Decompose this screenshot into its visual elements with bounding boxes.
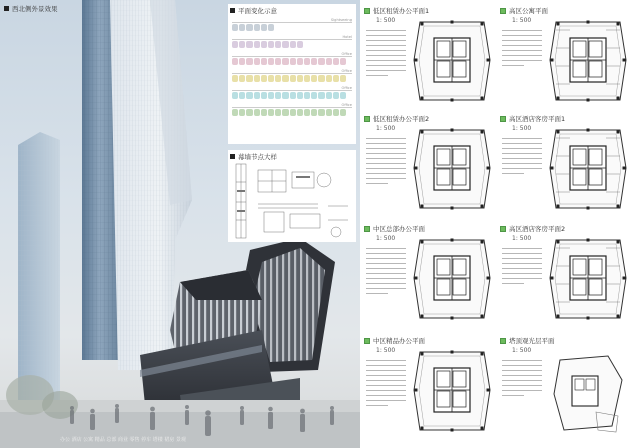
facade-plan-swatch: [268, 75, 274, 82]
text-line-placeholder: [366, 60, 406, 61]
facade-plan-swatch: [318, 75, 324, 82]
facade-plan-swatch: [318, 58, 324, 65]
facade-plan-swatch: [232, 58, 238, 65]
facade-plan-swatch: [261, 41, 267, 48]
facade-plan-swatch: [333, 92, 339, 99]
floor-plan-drawing: [546, 346, 630, 436]
floor-plan-drawing: [546, 16, 630, 106]
floor-plan-card: [498, 4, 632, 110]
text-line-placeholder: [502, 158, 542, 159]
plan-scale: 1: 500: [512, 235, 532, 242]
facade-row-divider: [232, 90, 352, 91]
text-line-placeholder: [502, 253, 542, 254]
facade-plan-swatch: [275, 109, 281, 116]
facade-row-divider: [232, 73, 352, 74]
floor-plans-panel: [362, 0, 634, 448]
text-line-placeholder: [502, 375, 542, 376]
facade-plan-swatch: [254, 58, 260, 65]
facade-plan-swatch: [282, 92, 288, 99]
facade-row-label: Sightseeing: [330, 18, 352, 22]
curtain-wall-panel: [228, 150, 356, 242]
text-line-placeholder: [366, 268, 406, 269]
plan-title: [364, 224, 425, 233]
text-line-placeholder: [366, 365, 406, 366]
text-line-placeholder: [502, 370, 542, 371]
facade-change-row: [232, 69, 352, 85]
text-line-placeholder: [502, 273, 542, 274]
text-line-placeholder: [366, 143, 406, 144]
facade-plan-swatch: [333, 75, 339, 82]
text-line-placeholder: [502, 278, 542, 279]
square-bullet-icon: [230, 154, 235, 159]
facade-plan-swatch: [340, 92, 346, 99]
plan-title-text: 低区租赁办公平面2: [373, 115, 430, 123]
facade-plan-swatch: [232, 75, 238, 82]
facade-plan-swatch: [268, 109, 274, 116]
text-line-placeholder: [366, 35, 406, 36]
text-line-placeholder: [366, 360, 406, 361]
facade-plan-swatch: [290, 58, 296, 65]
green-marker-icon: [364, 226, 370, 232]
floor-plan-drawing: [546, 234, 630, 324]
facade-plan-swatch: [282, 41, 288, 48]
text-line-placeholder: [502, 268, 542, 269]
facade-plan-swatch: [246, 41, 252, 48]
facade-plan-swatch: [297, 41, 303, 48]
facade-plan-swatch: [232, 24, 238, 31]
floor-plan-card: [362, 112, 496, 218]
text-line-placeholder: [502, 385, 542, 386]
plan-description-block: [366, 138, 410, 198]
facade-plan-swatch: [311, 92, 317, 99]
facade-change-title: 平面变化示意: [230, 6, 277, 15]
floor-plan-card: [498, 334, 632, 440]
plan-title-text: 塔顶观光层平面: [509, 337, 555, 345]
text-line-placeholder: [366, 75, 388, 76]
floor-plan-drawing: [410, 346, 494, 436]
plan-title: [364, 336, 425, 345]
facade-plan-swatch: [290, 109, 296, 116]
text-line-placeholder: [366, 380, 406, 381]
facade-plan-swatch: [282, 109, 288, 116]
text-line-placeholder: [366, 45, 406, 46]
facade-change-row: [232, 103, 352, 119]
facade-plan-swatch: [246, 109, 252, 116]
facade-plan-swatch: [275, 41, 281, 48]
facade-plan-swatch: [268, 41, 274, 48]
facade-plan-swatch: [246, 24, 252, 31]
text-line-placeholder: [366, 173, 406, 174]
text-line-placeholder: [366, 158, 406, 159]
facade-plan-swatch: [282, 75, 288, 82]
plan-title: [500, 224, 565, 233]
facade-plan-swatch: [254, 109, 260, 116]
plan-title-text: 高区酒店客房平面1: [509, 115, 566, 123]
text-line-placeholder: [366, 178, 406, 179]
floor-plan-drawing: [410, 124, 494, 214]
text-line-placeholder: [502, 153, 542, 154]
text-line-placeholder: [366, 273, 406, 274]
text-line-placeholder: [502, 258, 542, 259]
facade-plan-swatch: [326, 58, 332, 65]
text-line-placeholder: [366, 148, 406, 149]
rendering-caption: 办公 酒店 公寓 精品 总部 商业 零售 停车 塔楼 裙房 景观: [60, 437, 186, 443]
facade-plan-swatch: [297, 75, 303, 82]
text-line-placeholder: [366, 405, 388, 406]
facade-plan-swatch: [297, 92, 303, 99]
text-line-placeholder: [502, 50, 542, 51]
facade-plan-swatch: [311, 58, 317, 65]
facade-plan-swatch: [290, 41, 296, 48]
facade-plan-swatch: [275, 92, 281, 99]
text-line-placeholder: [366, 50, 406, 51]
text-line-placeholder: [502, 55, 542, 56]
floor-plan-card: [362, 222, 496, 328]
facade-plan-swatch: [304, 109, 310, 116]
plan-description-block: [502, 248, 546, 308]
text-line-placeholder: [502, 248, 542, 249]
facade-plan-swatch: [304, 75, 310, 82]
facade-change-row: [232, 35, 352, 51]
facade-plan-swatch: [261, 75, 267, 82]
floor-plan-drawing: [410, 234, 494, 324]
plan-scale: 1: 500: [512, 347, 532, 354]
facade-row-divider: [232, 39, 352, 40]
facade-row-label: Office: [341, 86, 352, 90]
text-line-placeholder: [366, 248, 406, 249]
text-line-placeholder: [366, 168, 406, 169]
floor-plan-card: [498, 222, 632, 328]
facade-plan-swatch: [333, 58, 339, 65]
plan-title: [500, 6, 548, 15]
facade-plan-swatch: [326, 92, 332, 99]
facade-plan-swatch: [340, 75, 346, 82]
plan-description-block: [502, 30, 546, 90]
facade-change-row: [232, 86, 352, 102]
text-line-placeholder: [502, 65, 524, 66]
facade-plan-swatch: [340, 58, 346, 65]
text-line-placeholder: [366, 65, 406, 66]
facade-plan-swatch: [340, 109, 346, 116]
curtain-wall-detail-drawing: [228, 162, 356, 242]
facade-plan-swatch: [297, 58, 303, 65]
text-line-placeholder: [366, 370, 406, 371]
facade-plan-swatch: [290, 92, 296, 99]
plan-scale: 1: 500: [512, 17, 532, 24]
facade-plan-swatch: [261, 24, 267, 31]
text-line-placeholder: [502, 143, 542, 144]
text-line-placeholder: [366, 395, 406, 396]
plan-title: [500, 114, 565, 123]
facade-row-label: Office: [341, 103, 352, 107]
plan-title-text: 中区总部办公平面: [373, 225, 425, 233]
facade-plan-swatch: [239, 58, 245, 65]
text-line-placeholder: [366, 253, 406, 254]
green-marker-icon: [500, 116, 506, 122]
rendering-title: 西北侧外景效果: [4, 4, 58, 13]
facade-plan-swatch: [282, 58, 288, 65]
green-marker-icon: [364, 338, 370, 344]
text-line-placeholder: [502, 390, 542, 391]
plan-scale: 1: 500: [376, 17, 396, 24]
facade-plan-swatch: [261, 58, 267, 65]
text-line-placeholder: [366, 400, 406, 401]
plan-scale: 1: 500: [376, 235, 396, 242]
plan-title: [364, 6, 429, 15]
facade-plan-swatch: [254, 41, 260, 48]
text-line-placeholder: [502, 283, 524, 284]
facade-plan-swatch: [326, 75, 332, 82]
plan-title: [364, 114, 429, 123]
plan-scale: 1: 500: [376, 125, 396, 132]
facade-plan-swatch: [232, 92, 238, 99]
plan-description-block: [366, 360, 410, 420]
plan-description-block: [502, 138, 546, 198]
text-line-placeholder: [366, 30, 406, 31]
plan-description-block: [366, 30, 410, 90]
facade-plan-swatch: [304, 58, 310, 65]
facade-plan-swatch: [311, 109, 317, 116]
text-line-placeholder: [502, 380, 542, 381]
facade-plan-swatch: [333, 109, 339, 116]
facade-plan-swatch: [246, 75, 252, 82]
text-line-placeholder: [366, 293, 388, 294]
facade-row-divider: [232, 22, 352, 23]
text-line-placeholder: [502, 30, 542, 31]
text-line-placeholder: [366, 258, 406, 259]
text-line-placeholder: [366, 385, 406, 386]
facade-change-row: [232, 52, 352, 68]
text-line-placeholder: [502, 173, 524, 174]
text-line-placeholder: [366, 138, 406, 139]
floor-plan-card: [362, 4, 496, 110]
text-line-placeholder: [366, 263, 406, 264]
facade-plan-swatch: [304, 92, 310, 99]
text-line-placeholder: [502, 365, 542, 366]
plan-scale: 1: 500: [512, 125, 532, 132]
facade-plan-swatch: [297, 109, 303, 116]
square-bullet-icon: [230, 8, 235, 13]
facade-plan-swatch: [232, 41, 238, 48]
facade-plan-swatch: [268, 24, 274, 31]
text-line-placeholder: [502, 35, 542, 36]
facade-plan-swatch: [254, 75, 260, 82]
facade-plan-swatch: [318, 109, 324, 116]
text-line-placeholder: [502, 360, 542, 361]
text-line-placeholder: [502, 395, 524, 396]
plan-title-text: 高区公寓平面: [509, 7, 548, 15]
facade-plan-swatch: [239, 92, 245, 99]
facade-plan-swatch: [268, 58, 274, 65]
facade-plan-swatch: [246, 92, 252, 99]
text-line-placeholder: [502, 138, 542, 139]
text-line-placeholder: [502, 40, 542, 41]
facade-plan-swatch: [261, 109, 267, 116]
facade-plan-swatch: [239, 41, 245, 48]
facade-plan-swatch: [239, 75, 245, 82]
facade-plan-swatch: [254, 24, 260, 31]
green-marker-icon: [500, 338, 506, 344]
facade-plan-swatch: [261, 92, 267, 99]
facade-plan-swatch: [311, 75, 317, 82]
text-line-placeholder: [366, 278, 406, 279]
floor-plan-drawing: [546, 124, 630, 214]
plan-description-block: [366, 248, 410, 308]
floor-plan-card: [362, 334, 496, 440]
plan-title-text: 高区酒店客房平面2: [509, 225, 566, 233]
facade-plan-swatch: [290, 75, 296, 82]
text-line-placeholder: [502, 60, 542, 61]
facade-row-label: Office: [341, 52, 352, 56]
square-bullet-icon: [4, 6, 9, 11]
green-marker-icon: [500, 226, 506, 232]
text-line-placeholder: [502, 148, 542, 149]
text-line-placeholder: [366, 55, 406, 56]
plan-title-text: 低区租赁办公平面1: [373, 7, 430, 15]
text-line-placeholder: [366, 283, 406, 284]
facade-plan-swatch: [275, 75, 281, 82]
text-line-placeholder: [502, 168, 542, 169]
plan-title: [500, 336, 555, 345]
facade-row-divider: [232, 56, 352, 57]
text-line-placeholder: [366, 375, 406, 376]
text-line-placeholder: [366, 163, 406, 164]
facade-plan-swatch: [246, 58, 252, 65]
text-line-placeholder: [366, 288, 406, 289]
text-line-placeholder: [366, 40, 406, 41]
plan-title-text: 中区精品办公平面: [373, 337, 425, 345]
facade-row-label: Office: [341, 69, 352, 73]
facade-plan-swatch: [239, 109, 245, 116]
facade-row-label: Hotel: [342, 35, 352, 39]
facade-row-divider: [232, 107, 352, 108]
curtain-wall-title: 幕墙节点大样: [230, 152, 277, 161]
text-line-placeholder: [366, 153, 406, 154]
text-line-placeholder: [502, 163, 542, 164]
facade-change-row: [232, 18, 352, 34]
facade-plan-swatch: [268, 92, 274, 99]
facade-plan-swatch: [239, 24, 245, 31]
floor-plan-drawing: [410, 16, 494, 106]
facade-plan-swatch: [326, 109, 332, 116]
text-line-placeholder: [502, 45, 542, 46]
text-line-placeholder: [366, 390, 406, 391]
facade-change-panel: [228, 4, 356, 144]
facade-plan-swatch: [254, 92, 260, 99]
green-marker-icon: [500, 8, 506, 14]
facade-plan-swatch: [318, 92, 324, 99]
floor-plan-card: [498, 112, 632, 218]
facade-change-rows: [232, 18, 352, 138]
text-line-placeholder: [366, 70, 406, 71]
plan-scale: 1: 500: [376, 347, 396, 354]
green-marker-icon: [364, 8, 370, 14]
green-marker-icon: [364, 116, 370, 122]
plan-description-block: [502, 360, 546, 420]
facade-plan-swatch: [232, 109, 238, 116]
facade-plan-swatch: [275, 58, 281, 65]
text-line-placeholder: [502, 263, 542, 264]
text-line-placeholder: [366, 183, 388, 184]
